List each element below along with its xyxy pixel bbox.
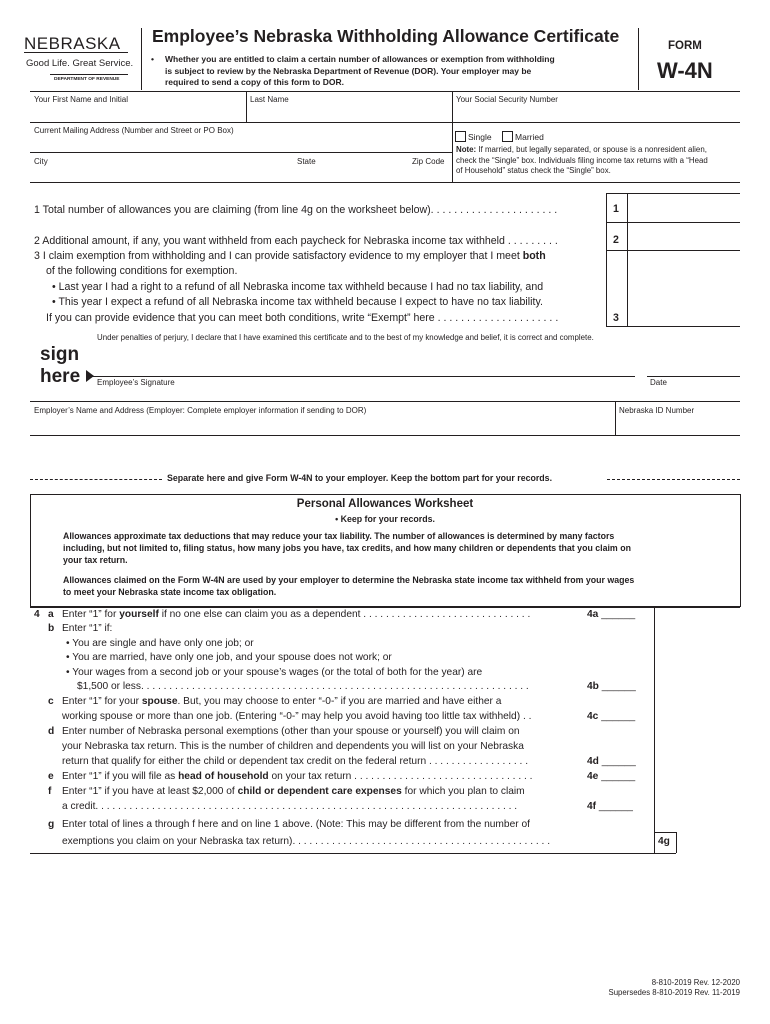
single-checkbox[interactable] <box>455 131 466 142</box>
line-4f-text-2: a credit. . . . . . . . . . . . . . . . . . . . . . . . . . . . . . . . . . . . . . . . . . . . . . . . . . . . . . . . . . . . . . . . . . . . . . . . . . . <box>62 801 518 812</box>
line-4d-letter: d <box>48 726 55 737</box>
married-label: Married <box>515 132 544 142</box>
line-4d-text: Enter number of Nebraska personal exemptions (other than your spouse or yourself) you will claim on <box>62 726 520 737</box>
line-4b-amount: $1,500 or less. . . . . . . . . . . . . . . . . . . . . . . . . . . . . . . . . . . . . . . . . . . . . . . . . . . . . . . . . . . . . . . . . . . . . <box>77 681 529 692</box>
perjury-statement: Under penalties of perjury, I declare that I have examined this certificate and to the best of my knowledge and belief, it is correct and complete. <box>97 333 594 342</box>
line-4a-ref: 4a ______ <box>587 609 636 620</box>
line-3-condition-1: • Last year I had a right to a refund of all Nebraska income tax withheld because I had no tax liability, and <box>52 281 544 293</box>
line-3-box-label: 3 <box>613 312 619 324</box>
form-title: Employee’s Nebraska Withholding Allowance Certificate <box>152 26 620 46</box>
cut-line-left <box>30 479 162 480</box>
line-4c-ref: 4c ______ <box>587 711 636 722</box>
line-1-field[interactable] <box>629 195 739 221</box>
line-4f-blank[interactable]: ______ <box>598 801 633 812</box>
employer-field[interactable] <box>30 417 613 434</box>
ssn-field[interactable] <box>454 106 738 121</box>
footer-revision: 8-810-2019 Rev. 12-2020 Supersedes 8-810-2019 Rev. 11-2019 <box>608 978 740 997</box>
line-4b-text: Enter “1” if: <box>62 623 113 634</box>
line-4d-blank[interactable]: ______ <box>601 756 636 767</box>
line-4f-letter: f <box>48 786 52 797</box>
line-4b-ref: 4b ______ <box>587 681 636 692</box>
header-instruction: Whether you are entitled to claim a certain number of allowances or exemption from withholding is subject to review by the Nebraska Department of Revenue (DOR). Your employer may be required to send a copy of this form to DOR. <box>165 54 555 87</box>
line-4a-blank[interactable]: ______ <box>601 609 636 620</box>
zip-label: Zip Code <box>412 157 445 166</box>
line-4c-blank[interactable]: ______ <box>601 711 636 722</box>
form-number: W-4N <box>657 58 713 83</box>
line-1-text: 1 Total number of allowances you are claiming (from line 4g on the worksheet below). . . . . . . . . . . . . . . . . . . . . . <box>34 204 558 216</box>
city-label: City <box>34 157 48 166</box>
address-field[interactable] <box>30 137 450 151</box>
line-4g-field[interactable] <box>677 833 739 852</box>
nebraska-logo <box>24 34 132 94</box>
logo-tagline: Good Life. Great Service. <box>26 58 134 69</box>
line-3-conditions: of the following conditions for exemption. <box>46 265 238 277</box>
worksheet-intro: Allowances approximate tax deductions that may reduce your tax liability. The number of allowances is determined by many factors including, but not limited to, filing status, how many jobs you have, tax credits, and how many children or dependents that you claim on your tax return. <box>63 531 631 565</box>
line-4d-ref: 4d ______ <box>587 756 636 767</box>
line-4a-letter: a <box>48 609 54 620</box>
line-3-field[interactable] <box>629 252 739 325</box>
line-4g-ref: 4g <box>658 836 670 847</box>
line-4d-text-3: return that qualify for either the child or dependent tax credit on the federal return . . . . . . . . . . . . . . . . . . <box>62 756 529 767</box>
city-field[interactable] <box>30 167 290 181</box>
line-3-text: 3 I claim exemption from withholding and I can provide satisfactory evidence to my employer that I meet both <box>34 250 546 262</box>
line-4e-blank[interactable]: ______ <box>601 771 636 782</box>
logo-wordmark: NEBRASKA <box>24 34 121 53</box>
line-4c-text: Enter “1” for your spouse. But, you may choose to enter “-0-” if you are married and have either a <box>62 696 502 707</box>
line-4g-text: Enter total of lines a through f here and on line 1 above. (Note: This may be different from the number of <box>62 819 530 830</box>
line-2-text: 2 Additional amount, if any, you want withheld from each paycheck for Nebraska income tax withheld . . . . . . . . . <box>34 235 558 247</box>
line-4e-letter: e <box>48 771 54 782</box>
last-name-field[interactable] <box>248 106 450 121</box>
nebraska-id-label: Nebraska ID Number <box>619 406 695 415</box>
line-4c-letter: c <box>48 696 54 707</box>
line-4e-text: Enter “1” if you will file as head of household on your tax return . . . . . . . . . . . . . . . . . . . . . . . . . . . . . . . . <box>62 771 533 782</box>
line-4f-text: Enter “1” if you have at least $2,000 of child or dependent care expenses for which you plan to claim <box>62 786 525 797</box>
marital-note: Note: If married, but legally separated, or spouse is a nonresident alien, check the “Single” box. Individuals filing income tax returns with a “Head of Household” status check the “Single” box. <box>456 145 708 175</box>
worksheet-purpose: Allowances claimed on the Form W-4N are used by your employer to determine the Nebraska state income tax withheld from your wages to meet your Nebraska state income tax obligation. <box>63 575 635 597</box>
state-field[interactable] <box>292 167 402 181</box>
employee-signature-label: Employee’s Signature <box>97 378 175 387</box>
date-label: Date <box>650 378 667 387</box>
sign-text: sign <box>40 344 80 365</box>
line-2-box-label: 2 <box>613 234 619 246</box>
line-4b-item-2: • You are married, have only one job, and your spouse does not work; or <box>66 652 392 663</box>
line-4b-item-1: • You are single and have only one job; or <box>66 638 254 649</box>
zip-field[interactable] <box>404 167 450 181</box>
line-3-condition-2: • This year I expect a refund of all Nebraska income tax withheld because I expect to have no tax liability. <box>52 296 543 308</box>
last-name-label: Last Name <box>250 95 289 104</box>
line-4b-item-3: • Your wages from a second job or your spouse’s wages (or the total of both for the year) are <box>66 667 483 678</box>
signature-date-field[interactable] <box>648 350 738 375</box>
line-1-box-label: 1 <box>613 203 619 215</box>
employee-signature-field[interactable] <box>96 350 632 375</box>
married-checkbox[interactable] <box>502 131 513 142</box>
line-4b-blank[interactable]: ______ <box>601 681 636 692</box>
line-4d-text-2: your Nebraska tax return. This is the number of children and dependents you will list on your Nebraska <box>62 741 524 752</box>
here-text: here <box>40 366 81 387</box>
address-label: Current Mailing Address (Number and Street or PO Box) <box>34 126 234 135</box>
line-3-exempt: If you can provide evidence that you can meet both conditions, write “Exempt” here . . . . . . . . . . . . . . . . . . . . . <box>46 312 559 324</box>
line-4e-ref: 4e ______ <box>587 771 636 782</box>
logo-dept: DEPARTMENT OF REVENUE <box>54 77 120 82</box>
logo-rule <box>50 74 128 75</box>
logo-swoosh <box>24 52 128 53</box>
line-4b-letter: b <box>48 623 55 634</box>
worksheet-title: Personal Allowances Worksheet <box>296 498 474 510</box>
line-4a-text: Enter “1” for yourself if no one else can claim you as a dependent . . . . . . . . . . . . . . . . . . . . . . . . . . . . . . <box>62 609 531 620</box>
line-4g-letter: g <box>48 819 55 830</box>
line-4c-text-2: working spouse or more than one job. (Entering “-0-” may help you avoid having too little tax withheld) . . <box>62 711 532 722</box>
line-4-number: 4 <box>34 609 40 620</box>
cut-line-right <box>607 479 740 480</box>
first-name-field[interactable] <box>30 106 244 121</box>
worksheet-keep: • Keep for your records. <box>335 514 435 524</box>
state-label: State <box>297 157 316 166</box>
header-bullet: • <box>151 54 154 64</box>
ssn-label: Your Social Security Number <box>456 95 558 104</box>
line-2-field[interactable] <box>629 224 739 249</box>
employer-label: Employer’s Name and Address (Employer: Complete employer information if sending to DOR) <box>34 406 367 415</box>
line-4g-text-2: exemptions you claim on your Nebraska tax return). . . . . . . . . . . . . . . . . . . . . . . . . . . . . . . . . . . . . . . . . . . . . . <box>62 836 551 847</box>
separator-text: Separate here and give Form W-4N to your employer. Keep the bottom part for your records. <box>167 473 553 483</box>
form-label: FORM <box>668 40 702 52</box>
single-label: Single <box>468 132 492 142</box>
first-name-label: Your First Name and Initial <box>34 95 128 104</box>
line-4f-ref: 4f ______ <box>587 801 633 812</box>
filing-status <box>455 131 544 142</box>
nebraska-id-field[interactable] <box>617 417 739 434</box>
